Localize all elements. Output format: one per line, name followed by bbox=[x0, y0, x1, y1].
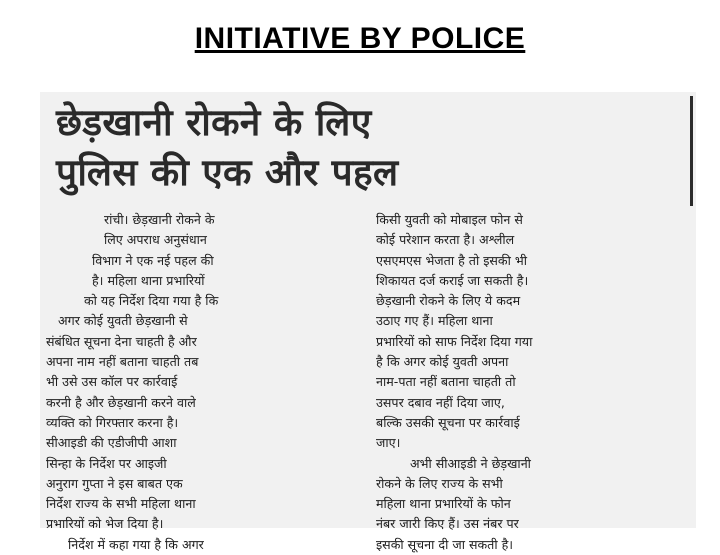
headline-line-2: पुलिस की एक और पहल bbox=[56, 151, 399, 194]
article-line: किसी युवती को मोबाइल फोन से bbox=[376, 212, 523, 227]
article-line: अभी सीआइडी ने छेड़खानी bbox=[410, 455, 531, 471]
article-column-left bbox=[46, 210, 346, 555]
newspaper-clipping bbox=[40, 92, 696, 552]
article-line: जाए। bbox=[376, 435, 401, 451]
article-headline bbox=[56, 98, 666, 198]
article-line: नाम-पता नहीं बताना चाहती तो bbox=[376, 374, 516, 390]
article-line: भी उसे उस कॉल पर कार्रवाई bbox=[46, 374, 178, 390]
article-line: इसकी सूचना दी जा सकती है। bbox=[376, 536, 514, 552]
article-line: संबंधित सूचना देना चाहती है और bbox=[46, 333, 197, 349]
article-line: बल्कि उसकी सूचना पर कार्रवाई bbox=[376, 414, 520, 430]
article-column-right bbox=[376, 210, 676, 555]
article-line: एसएमएस भेजता है तो इसकी भी bbox=[376, 252, 527, 268]
article-line: सिन्हा के निर्देश पर आइजी bbox=[46, 455, 167, 471]
article-line: निर्देश में कहा गया है कि अगर bbox=[68, 536, 204, 552]
headline-line-1: छेड़खानी रोकने के लिए bbox=[56, 101, 372, 144]
article-line: उठाए गए हैं। महिला थाना bbox=[376, 313, 493, 329]
article-line: लिए अपराध अनुसंधान bbox=[104, 232, 207, 248]
article-line: विभाग ने एक नई पहल की bbox=[92, 252, 214, 268]
article-line: प्रभारियों को भेज दिया है। bbox=[46, 516, 164, 532]
article-line: करनी है और छेड़खानी करने वाले bbox=[46, 394, 196, 410]
article-line: शिकायत दर्ज कराई जा सकती है। bbox=[376, 272, 529, 288]
article-line: रोकने के लिए राज्य के सभी bbox=[376, 475, 503, 491]
article-line: निर्देश राज्य के सभी महिला थाना bbox=[46, 496, 196, 512]
article-line: छेड़खानी रोकने के लिए ये कदम bbox=[376, 293, 521, 309]
article-line: है। महिला थाना प्रभारियों bbox=[92, 272, 205, 288]
clipping-edge-divider bbox=[690, 96, 693, 206]
article-line: अनुराग गुप्ता ने इस बाबत एक bbox=[46, 475, 183, 491]
article-line: उसपर दबाव नहीं दिया जाए, bbox=[376, 394, 505, 410]
article-line: कोई परेशान करता है। अश्लील bbox=[376, 232, 515, 248]
article-line: व्यक्ति को गिरफ्तार करना है। bbox=[46, 414, 179, 430]
article-line: महिला थाना प्रभारियों के फोन bbox=[376, 496, 511, 512]
article-line: सीआइडी की एडीजीपी आशा bbox=[46, 435, 177, 451]
article-line: को यह निर्देश दिया गया है कि bbox=[84, 293, 219, 309]
article-line: अपना नाम नहीं बताना चाहती तब bbox=[46, 354, 199, 370]
article-line: नंबर जारी किए हैं। उस नंबर पर bbox=[376, 516, 519, 532]
article-line: अगर कोई युवती छेड़खानी से bbox=[58, 313, 188, 329]
slide-title: INITIATIVE BY POLICE bbox=[194, 22, 526, 55]
article-line: रांची। छेड़खानी रोकने के bbox=[104, 212, 215, 227]
article-line: है कि अगर कोई युवती अपना bbox=[376, 354, 509, 370]
article-line: प्रभारियों को साफ निर्देश दिया गया bbox=[376, 333, 533, 349]
